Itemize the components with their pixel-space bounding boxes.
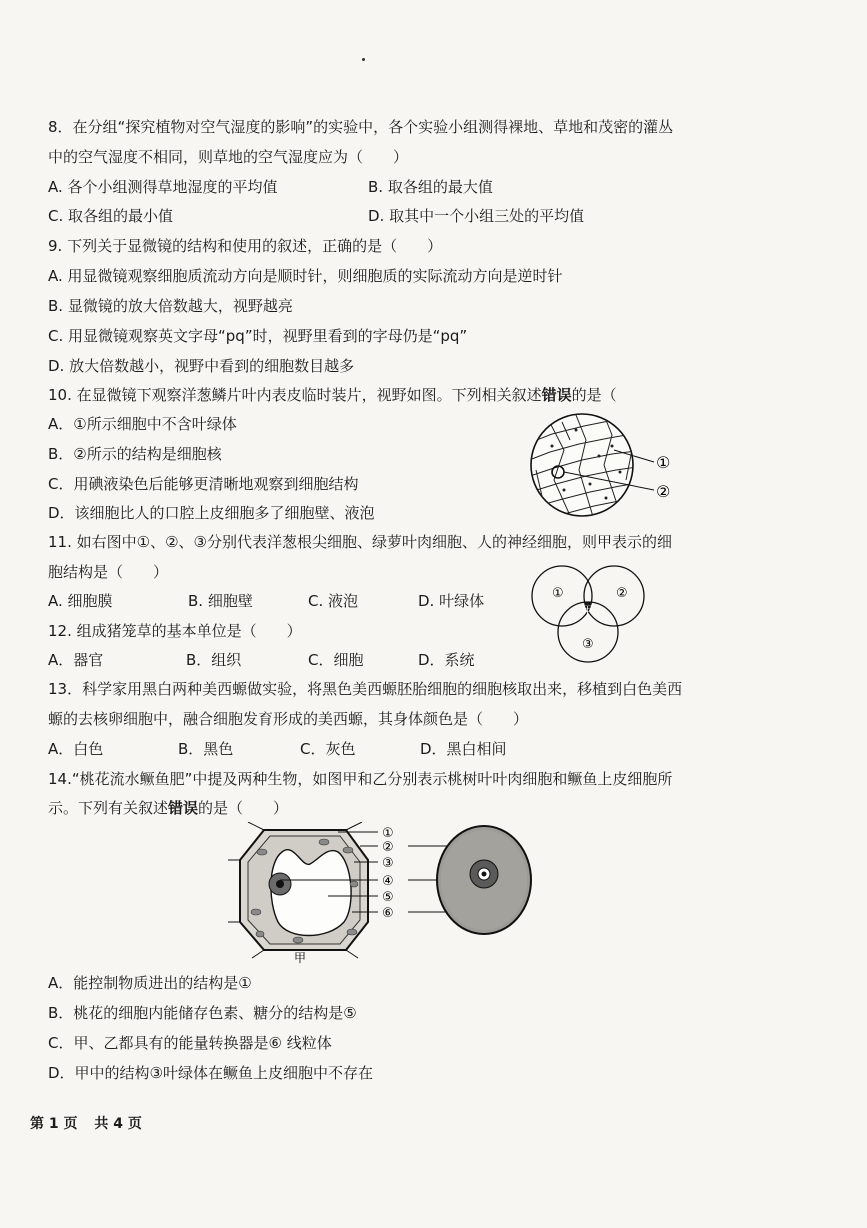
q14-option-b: B．桃花的细胞内能储存色素、糖分的结构是⑤ xyxy=(48,1004,357,1022)
q14-stem-pre: 示。下列有关叙述 xyxy=(48,799,169,817)
figure-label-6: ⑥ xyxy=(382,906,394,921)
figure-label-3: ③ xyxy=(382,856,394,871)
q12-option-d: D．系统 xyxy=(418,651,475,669)
page-footer xyxy=(30,1113,154,1133)
animal-cell xyxy=(437,826,531,934)
q11-option-a: A. 细胞膜 xyxy=(48,592,113,610)
q13-option-d: D．黑白相间 xyxy=(420,740,507,758)
q10-stem-post: 的是（ xyxy=(571,386,617,404)
q14-stem-emphasis: 错误 xyxy=(168,799,199,817)
q14-option-c: C．甲、乙都具有的能量转换器是⑥ 线粒体 xyxy=(48,1034,332,1052)
q9-option-a: A. 用显微镜观察细胞质流动方向是顺时针，则细胞质的实际流动方向是逆时针 xyxy=(48,267,563,285)
venn-diagram xyxy=(528,562,658,668)
q11-stem-line1: 11. 如右图中①、②、③分别代表洋葱根尖细胞、绿萝叶肉细胞、人的神经细胞，则甲表示的细 xyxy=(48,533,672,551)
q14-stem-line2 xyxy=(48,798,288,818)
q8-option-d: D. 取其中一个小组三处的平均值 xyxy=(368,207,585,225)
q11-stem-line2: 胞结构是（ ） xyxy=(48,563,169,581)
page-total: 共 4 页 xyxy=(94,1116,142,1132)
figure-label-1: ① xyxy=(382,826,394,841)
q11-option-c: C. 液泡 xyxy=(308,592,359,610)
figure-label-5: ⑤ xyxy=(382,890,394,905)
cell-figure xyxy=(228,822,558,964)
q13-option-c: C．灰色 xyxy=(300,740,356,758)
figure-caption: 甲 xyxy=(294,951,307,964)
q11-option-d: D. 叶绿体 xyxy=(418,592,485,610)
q12-stem: 12. 组成猪笼草的基本单位是（ ） xyxy=(48,622,302,640)
q11-option-b: B. 细胞壁 xyxy=(188,592,253,610)
q13-stem-line2: 螈的去核卵细胞中，融合细胞发育形成的美西螈，其身体颜色是（ ） xyxy=(48,710,529,728)
q8-option-c: C. 取各组的最小值 xyxy=(48,207,174,225)
q12-option-a: A．器官 xyxy=(48,651,104,669)
figure-label-4: ④ xyxy=(382,874,394,889)
q8-option-b: B. 取各组的最大值 xyxy=(368,178,493,196)
label-1: ① xyxy=(656,453,671,472)
q10-stem-emphasis: 错误 xyxy=(541,386,572,404)
q12-option-c: C．细胞 xyxy=(308,651,364,669)
figure-label-2: ② xyxy=(382,840,394,855)
q13-option-b: B．黑色 xyxy=(178,740,234,758)
venn-label-1: ① xyxy=(552,586,564,601)
q9-option-b: B. 显微镜的放大倍数越大，视野越亮 xyxy=(48,297,293,315)
q9-option-c: C. 用显微镜观察英文字母“pq”时，视野里看到的字母仍是“pq” xyxy=(48,327,468,345)
q8-stem-line2: 中的空气湿度不相同，则草地的空气湿度应为（ ） xyxy=(48,148,409,166)
venn-label-3: ③ xyxy=(582,637,594,652)
q10-stem xyxy=(48,385,617,405)
q9-stem: 9. 下列关于显微镜的结构和使用的叙述，正确的是（ ） xyxy=(48,237,443,255)
q14-stem-line1: 14.“桃花流水鳜鱼肥”中提及两种生物，如图甲和乙分别表示桃树叶叶肉细胞和鳜鱼上皮细胞所 xyxy=(48,770,673,788)
q14-option-a: A．能控制物质进出的结构是① xyxy=(48,974,252,992)
q14-stem-post: 的是（ ） xyxy=(198,799,289,817)
scan-speck xyxy=(362,58,365,61)
q10-option-a: A．①所示细胞中不含叶绿体 xyxy=(48,415,237,433)
q13-option-a: A．白色 xyxy=(48,740,104,758)
q10-option-d: D．该细胞比人的口腔上皮细胞多了细胞壁、液泡 xyxy=(48,504,375,522)
venn-label-2: ② xyxy=(616,586,628,601)
microscope-field-figure xyxy=(524,410,694,520)
q13-stem-line1: 13．科学家用黑白两种美西螈做实验，将黑色美西螈胚胎细胞的细胞核取出来，移植到白色美西 xyxy=(48,680,683,698)
label-2: ② xyxy=(656,482,671,501)
q8-stem-line1: 8．在分组“探究植物对空气湿度的影响”的实验中，各个实验小组测得裸地、草地和茂密的灌丛 xyxy=(48,118,674,136)
page-number: 第 1 页 xyxy=(30,1116,78,1132)
q10-option-b: B．②所示的结构是细胞核 xyxy=(48,445,222,463)
q14-option-d: D．甲中的结构③叶绿体在鳜鱼上皮细胞中不存在 xyxy=(48,1064,373,1082)
q12-option-b: B．组织 xyxy=(186,651,242,669)
venn-label-center: 甲 xyxy=(582,604,593,617)
plant-cell xyxy=(228,822,368,958)
q10-option-c: C．用碘液染色后能够更清晰地观察到细胞结构 xyxy=(48,475,359,493)
q9-option-d: D. 放大倍数越小，视野中看到的细胞数目越多 xyxy=(48,357,355,375)
q10-stem-pre: 10. 在显微镜下观察洋葱鳞片叶内表皮临时装片，视野如图。下列相关叙述 xyxy=(48,386,542,404)
q8-option-a: A. 各个小组测得草地湿度的平均值 xyxy=(48,178,278,196)
